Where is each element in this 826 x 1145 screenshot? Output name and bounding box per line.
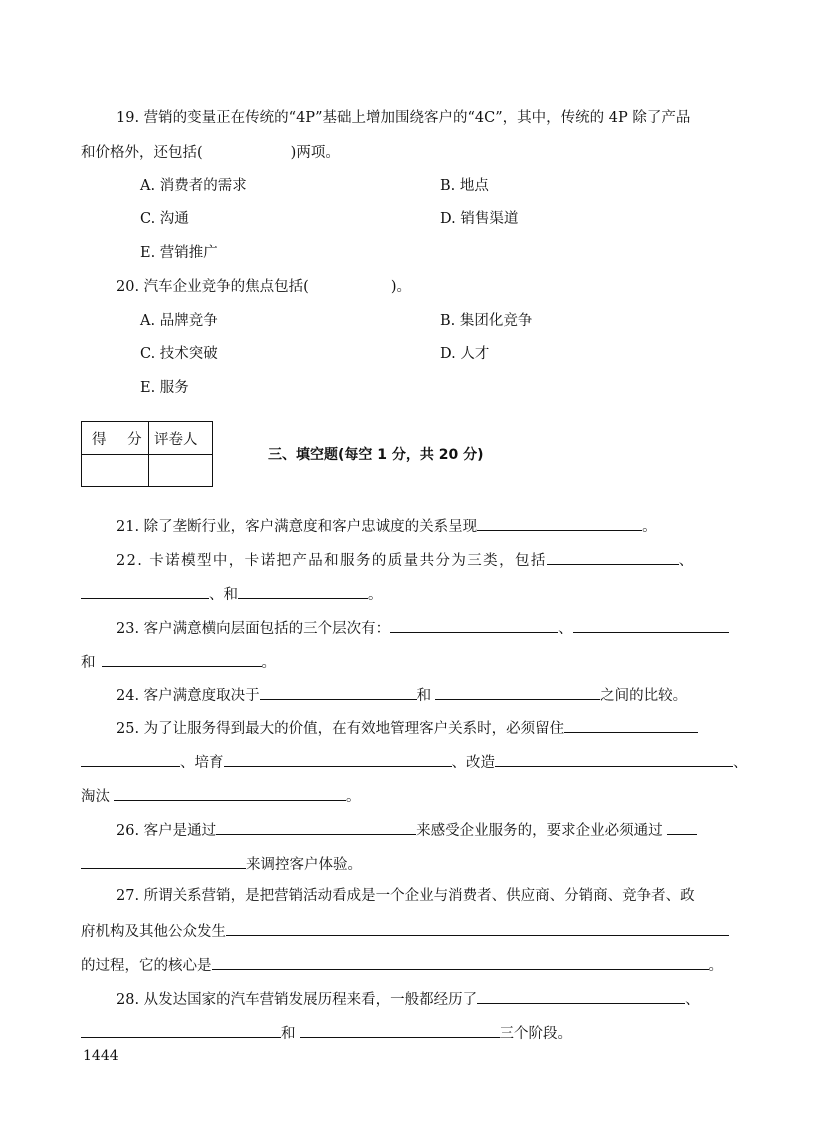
q20-option-a: A. 品牌竞争 xyxy=(140,313,218,329)
q24-text-b: 和 xyxy=(416,688,432,704)
q19-option-c: C. 沟通 xyxy=(140,211,189,227)
q25-line3 xyxy=(81,785,361,807)
q28-blank-2[interactable] xyxy=(81,1022,281,1038)
grader-header: 评卷人 xyxy=(154,432,198,448)
q28-line2 xyxy=(81,1022,572,1044)
section-title: 三、填空题(每空 1 分，共 20 分) xyxy=(268,447,484,463)
q22-line1 xyxy=(116,549,693,571)
q28-blank-1[interactable] xyxy=(477,988,685,1004)
q24 xyxy=(116,684,687,706)
q19-option-d: D. 销售渠道 xyxy=(440,211,519,227)
q20-stem xyxy=(116,277,411,297)
q21-blank[interactable] xyxy=(477,515,642,531)
q28-text-b: 、 xyxy=(685,992,700,1008)
q19-line2-text-a: 和价格外，还包括( xyxy=(81,145,203,161)
q25-text-d: 、 xyxy=(733,755,748,771)
q19-option-b: B. 地点 xyxy=(440,178,489,194)
q25-blank-2[interactable] xyxy=(81,751,180,767)
q25-text-a: 25. 为了让服务得到最大的价值，在有效地管理客户关系时，必须留住 xyxy=(116,721,565,737)
q25-blank-3[interactable] xyxy=(224,751,452,767)
q25-line1 xyxy=(116,717,698,739)
q19-option-e: E. 营销推广 xyxy=(140,245,218,261)
q28-text-d: 三个阶段。 xyxy=(499,1026,572,1042)
q22-blank-1[interactable] xyxy=(547,549,679,565)
q28-blank-3[interactable] xyxy=(300,1022,500,1038)
q27-blank-2[interactable] xyxy=(212,954,709,970)
q21 xyxy=(116,515,657,537)
q23-text-c: 和 xyxy=(81,655,96,671)
q19-line2 xyxy=(81,143,340,163)
q22-blank-2[interactable] xyxy=(81,583,209,599)
q26-line2 xyxy=(81,853,362,875)
q20-option-d: D. 人才 xyxy=(440,346,490,362)
q22-text-d: 。 xyxy=(368,587,383,603)
q25-blank-4[interactable] xyxy=(495,751,733,767)
q26-blank-1[interactable] xyxy=(216,819,416,835)
q26-blank-2[interactable] xyxy=(667,819,697,835)
q27-text-c: 的过程，它的核心是 xyxy=(81,958,212,974)
q27-text-b: 府机构及其他公众发生 xyxy=(81,924,226,940)
q21-text-a: 21. 除了垄断行业，客户满意度和客户忠诚度的关系呈现 xyxy=(116,519,478,535)
q25-blank-5[interactable] xyxy=(114,785,346,801)
q20-option-e: E. 服务 xyxy=(140,380,189,396)
q27-line1: 27. 所谓关系营销，是把营销活动看成是一个企业与消费者、供应商、分销商、竞争者、政 xyxy=(116,888,695,904)
q26-text-c: 来调控客户体验。 xyxy=(246,857,362,873)
q24-blank-2[interactable] xyxy=(435,684,600,700)
q27-line3 xyxy=(81,954,723,976)
q23-text-a: 23. 客户满意横向层面包括的三个层次有： xyxy=(116,621,391,637)
q20-option-b: B. 集团化竞争 xyxy=(440,313,533,329)
q27-blank-1[interactable] xyxy=(226,920,729,936)
q22-blank-3[interactable] xyxy=(238,583,368,599)
q26-text-b: 来感受企业服务的，要求企业必须通过 xyxy=(416,823,663,839)
q26-text-a: 26. 客户是通过 xyxy=(116,823,217,839)
q24-text-c: 之间的比较。 xyxy=(600,688,688,704)
q23-text-d: 。 xyxy=(261,655,276,671)
page-number: 1444 xyxy=(83,1048,119,1064)
q23-blank-3[interactable] xyxy=(102,651,262,667)
q23-blank-2[interactable] xyxy=(573,617,729,633)
q23-blank-1[interactable] xyxy=(390,617,558,633)
q23-text-b: 、 xyxy=(558,621,573,637)
q22-text-b: 、 xyxy=(678,553,694,569)
q24-blank-1[interactable] xyxy=(260,684,417,700)
q28-text-a: 28. 从发达国家的汽车营销发展历程来看，一般都经历了 xyxy=(116,992,478,1008)
q20-option-c: C. 技术突破 xyxy=(140,346,218,362)
q25-line2 xyxy=(81,751,748,773)
q22-line2 xyxy=(81,583,383,605)
q25-text-b: 、培育 xyxy=(180,755,224,771)
q20-stem-a: 20. 汽车企业竞争的焦点包括( xyxy=(116,279,309,295)
q24-text-a: 24. 客户满意度取决于 xyxy=(116,688,260,704)
q20-stem-b: )。 xyxy=(390,279,411,295)
q19-line2-text-b: )两项。 xyxy=(290,145,340,161)
score-table xyxy=(81,421,213,487)
q19-option-a: A. 消费者的需求 xyxy=(140,178,247,194)
q28-line1 xyxy=(116,988,700,1010)
q21-text-b: 。 xyxy=(642,519,657,535)
q19-line1: 19. 营销的变量正在传统的“4P”基础上增加围绕客户的“4C”，其中，传统的 4P 除了产品 xyxy=(116,110,691,126)
q25-blank-1[interactable] xyxy=(564,717,698,733)
q23-line2 xyxy=(81,651,276,673)
q26-line1 xyxy=(116,819,697,841)
q23-line1 xyxy=(116,617,729,639)
q28-text-c: 和 xyxy=(281,1026,296,1042)
q25-text-c: 、改造 xyxy=(451,755,495,771)
q27-text-d: 。 xyxy=(708,958,723,974)
q22-text-a: 22. 卡诺模型中，卡诺把产品和服务的质量共分为三类，包括 xyxy=(116,553,547,569)
q25-text-f: 。 xyxy=(346,789,361,805)
q26-blank-2-cont[interactable] xyxy=(81,853,246,869)
q27-line2 xyxy=(81,920,729,942)
score-header: 得 分 xyxy=(92,432,150,448)
q22-text-c: 、和 xyxy=(209,587,238,603)
q25-text-e: 淘汰 xyxy=(81,789,110,805)
